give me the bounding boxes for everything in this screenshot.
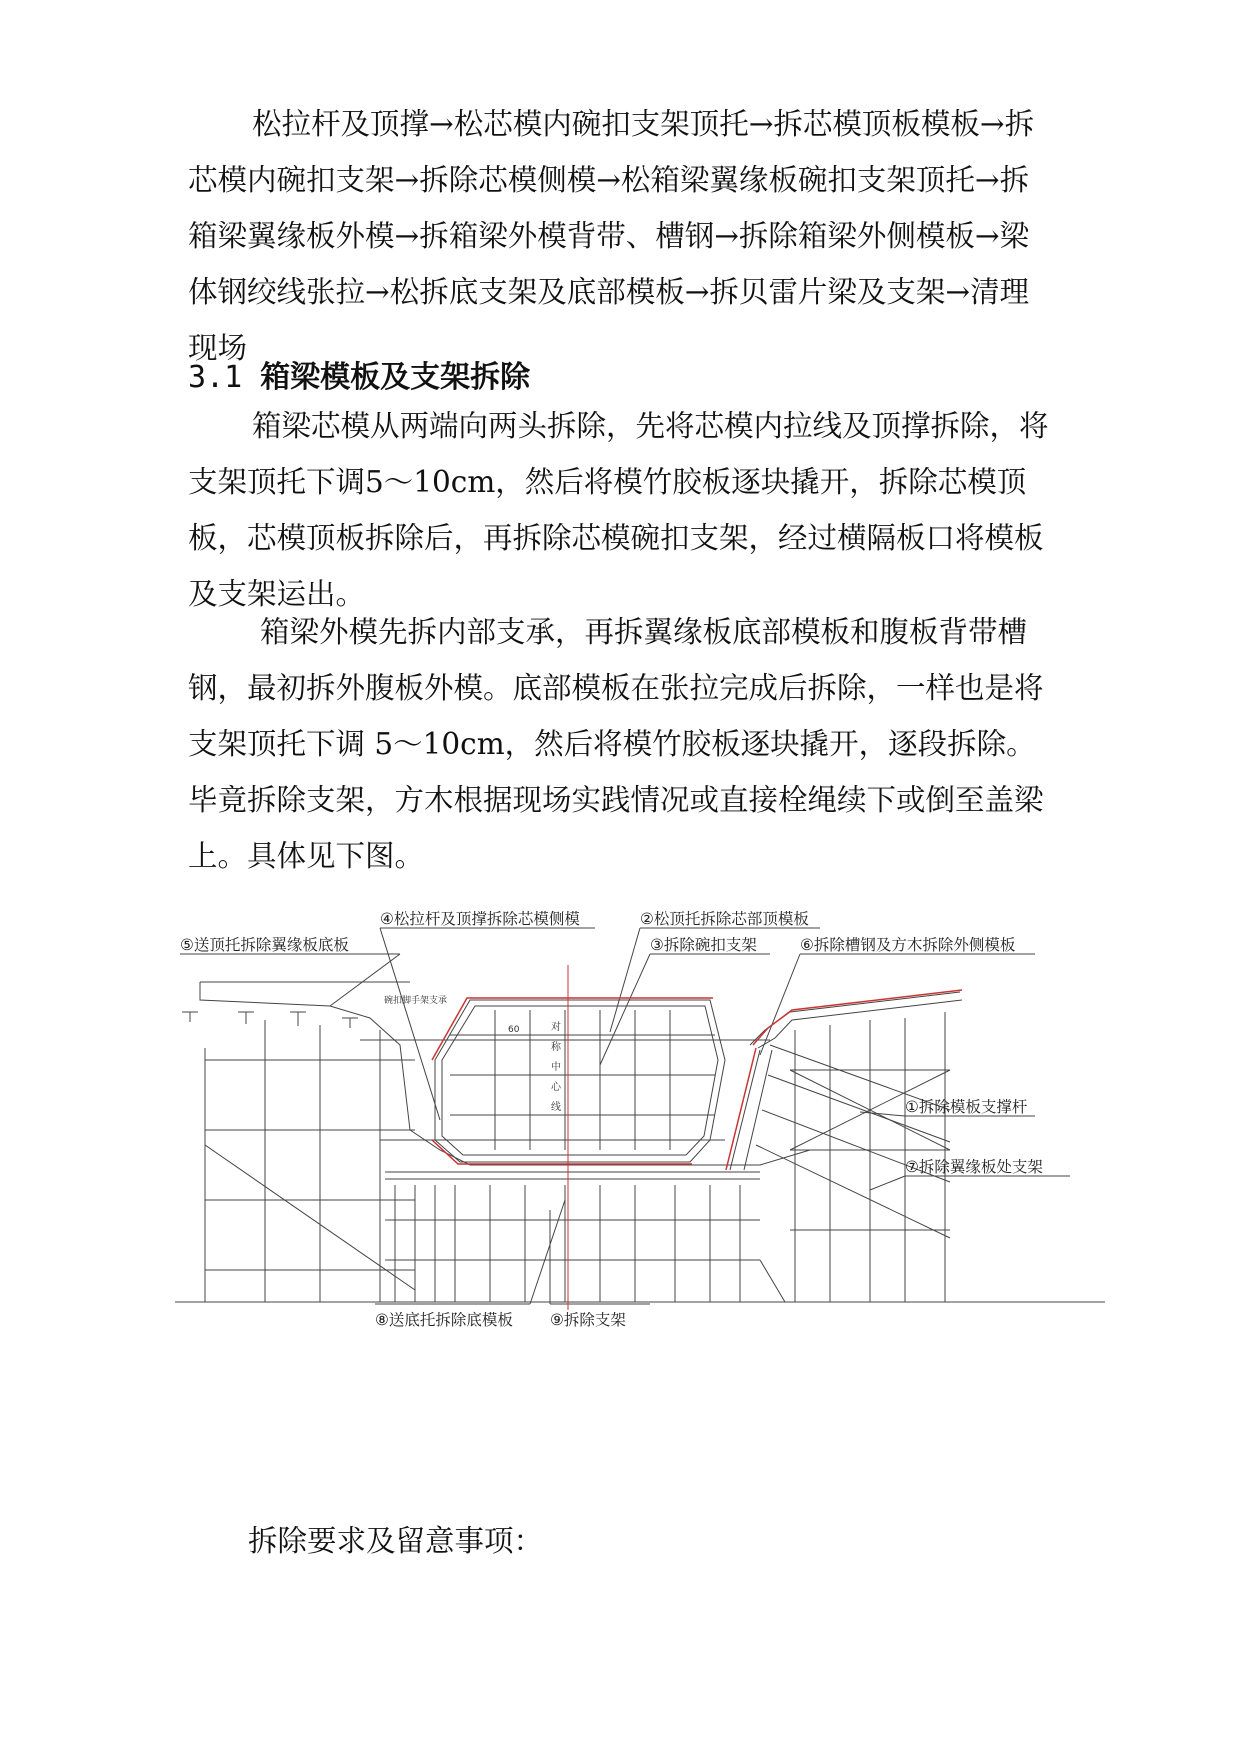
- small-support-label: 碗扣脚手架支承: [384, 996, 448, 1006]
- paragraph-process: [188, 96, 1056, 376]
- center-line-char-3: 中: [551, 1062, 561, 1073]
- label-9: ⑨拆除支架: [550, 1311, 626, 1329]
- label-1: ①拆除模板支撑杆: [905, 1098, 1028, 1116]
- label-6: ⑥拆除槽钢及方木拆除外侧模板: [800, 936, 1016, 954]
- paragraph-outer-mold: [188, 604, 1056, 884]
- label-8: ⑧送底托拆除底模板: [375, 1311, 513, 1329]
- section-heading: [188, 352, 530, 396]
- section-number: 3.1: [188, 360, 243, 395]
- paragraph-outer-mold-text: 箱梁外模先拆内部支承，再拆翼缘板底部模板和腹板背带槽钢，最初拆外腹板外模。底部模板在张拉完成后拆除，一样也是将支架顶托下调 5～10cm，然后将模竹胶板逐块撬开，逐段拆除。毕竟拆除支架，方木根据现场实践情况或直接栓绳续下或倒至盖梁上。具体见下图。: [188, 615, 1044, 873]
- paragraph-core-mold-text: 箱梁芯模从两端向两头拆除，先将芯模内拉线及顶撑拆除，将支架顶托下调5～10cm，然后将模竹胶板逐块撬开，拆除芯模顶板，芯模顶板拆除后，再拆除芯模碗扣支架，经过横隔板口将模板及支架运出。: [188, 409, 1049, 611]
- box-girder-diagram: [170, 900, 1130, 1350]
- center-line-char-4: 心: [551, 1082, 561, 1093]
- center-line-char-2: 称: [551, 1042, 561, 1053]
- dim-60: 60: [508, 1025, 520, 1035]
- section-title: 箱梁模板及支架拆除: [260, 360, 531, 395]
- removal-requirements-heading: 拆除要求及留意事项：: [248, 1524, 544, 1558]
- label-5: ⑤送顶托拆除翼缘板底板: [180, 936, 349, 954]
- paragraph-process-text: 松拉杆及顶撑→松芯模内碗扣支架顶托→拆芯模顶板模板→拆芯模内碗扣支架→拆除芯模侧模→松箱梁翼缘板碗扣支架顶托→拆箱梁翼缘板外模→拆箱梁外模背带、槽钢→拆除箱梁外侧模板→梁体钢绞线张拉→松拆底支架及底部模板→拆贝雷片梁及支架→清理现场: [188, 107, 1035, 365]
- center-line-char-5: 线: [551, 1102, 561, 1113]
- center-line-char-1: 对: [551, 1022, 561, 1033]
- paragraph-core-mold: [188, 398, 1056, 622]
- label-3: ③拆除碗扣支架: [650, 936, 757, 954]
- label-2: ②松顶托拆除芯部顶模板: [640, 910, 809, 928]
- label-7: ⑦拆除翼缘板处支架: [905, 1158, 1043, 1176]
- label-4: ④松拉杆及顶撑拆除芯模侧模: [380, 910, 580, 928]
